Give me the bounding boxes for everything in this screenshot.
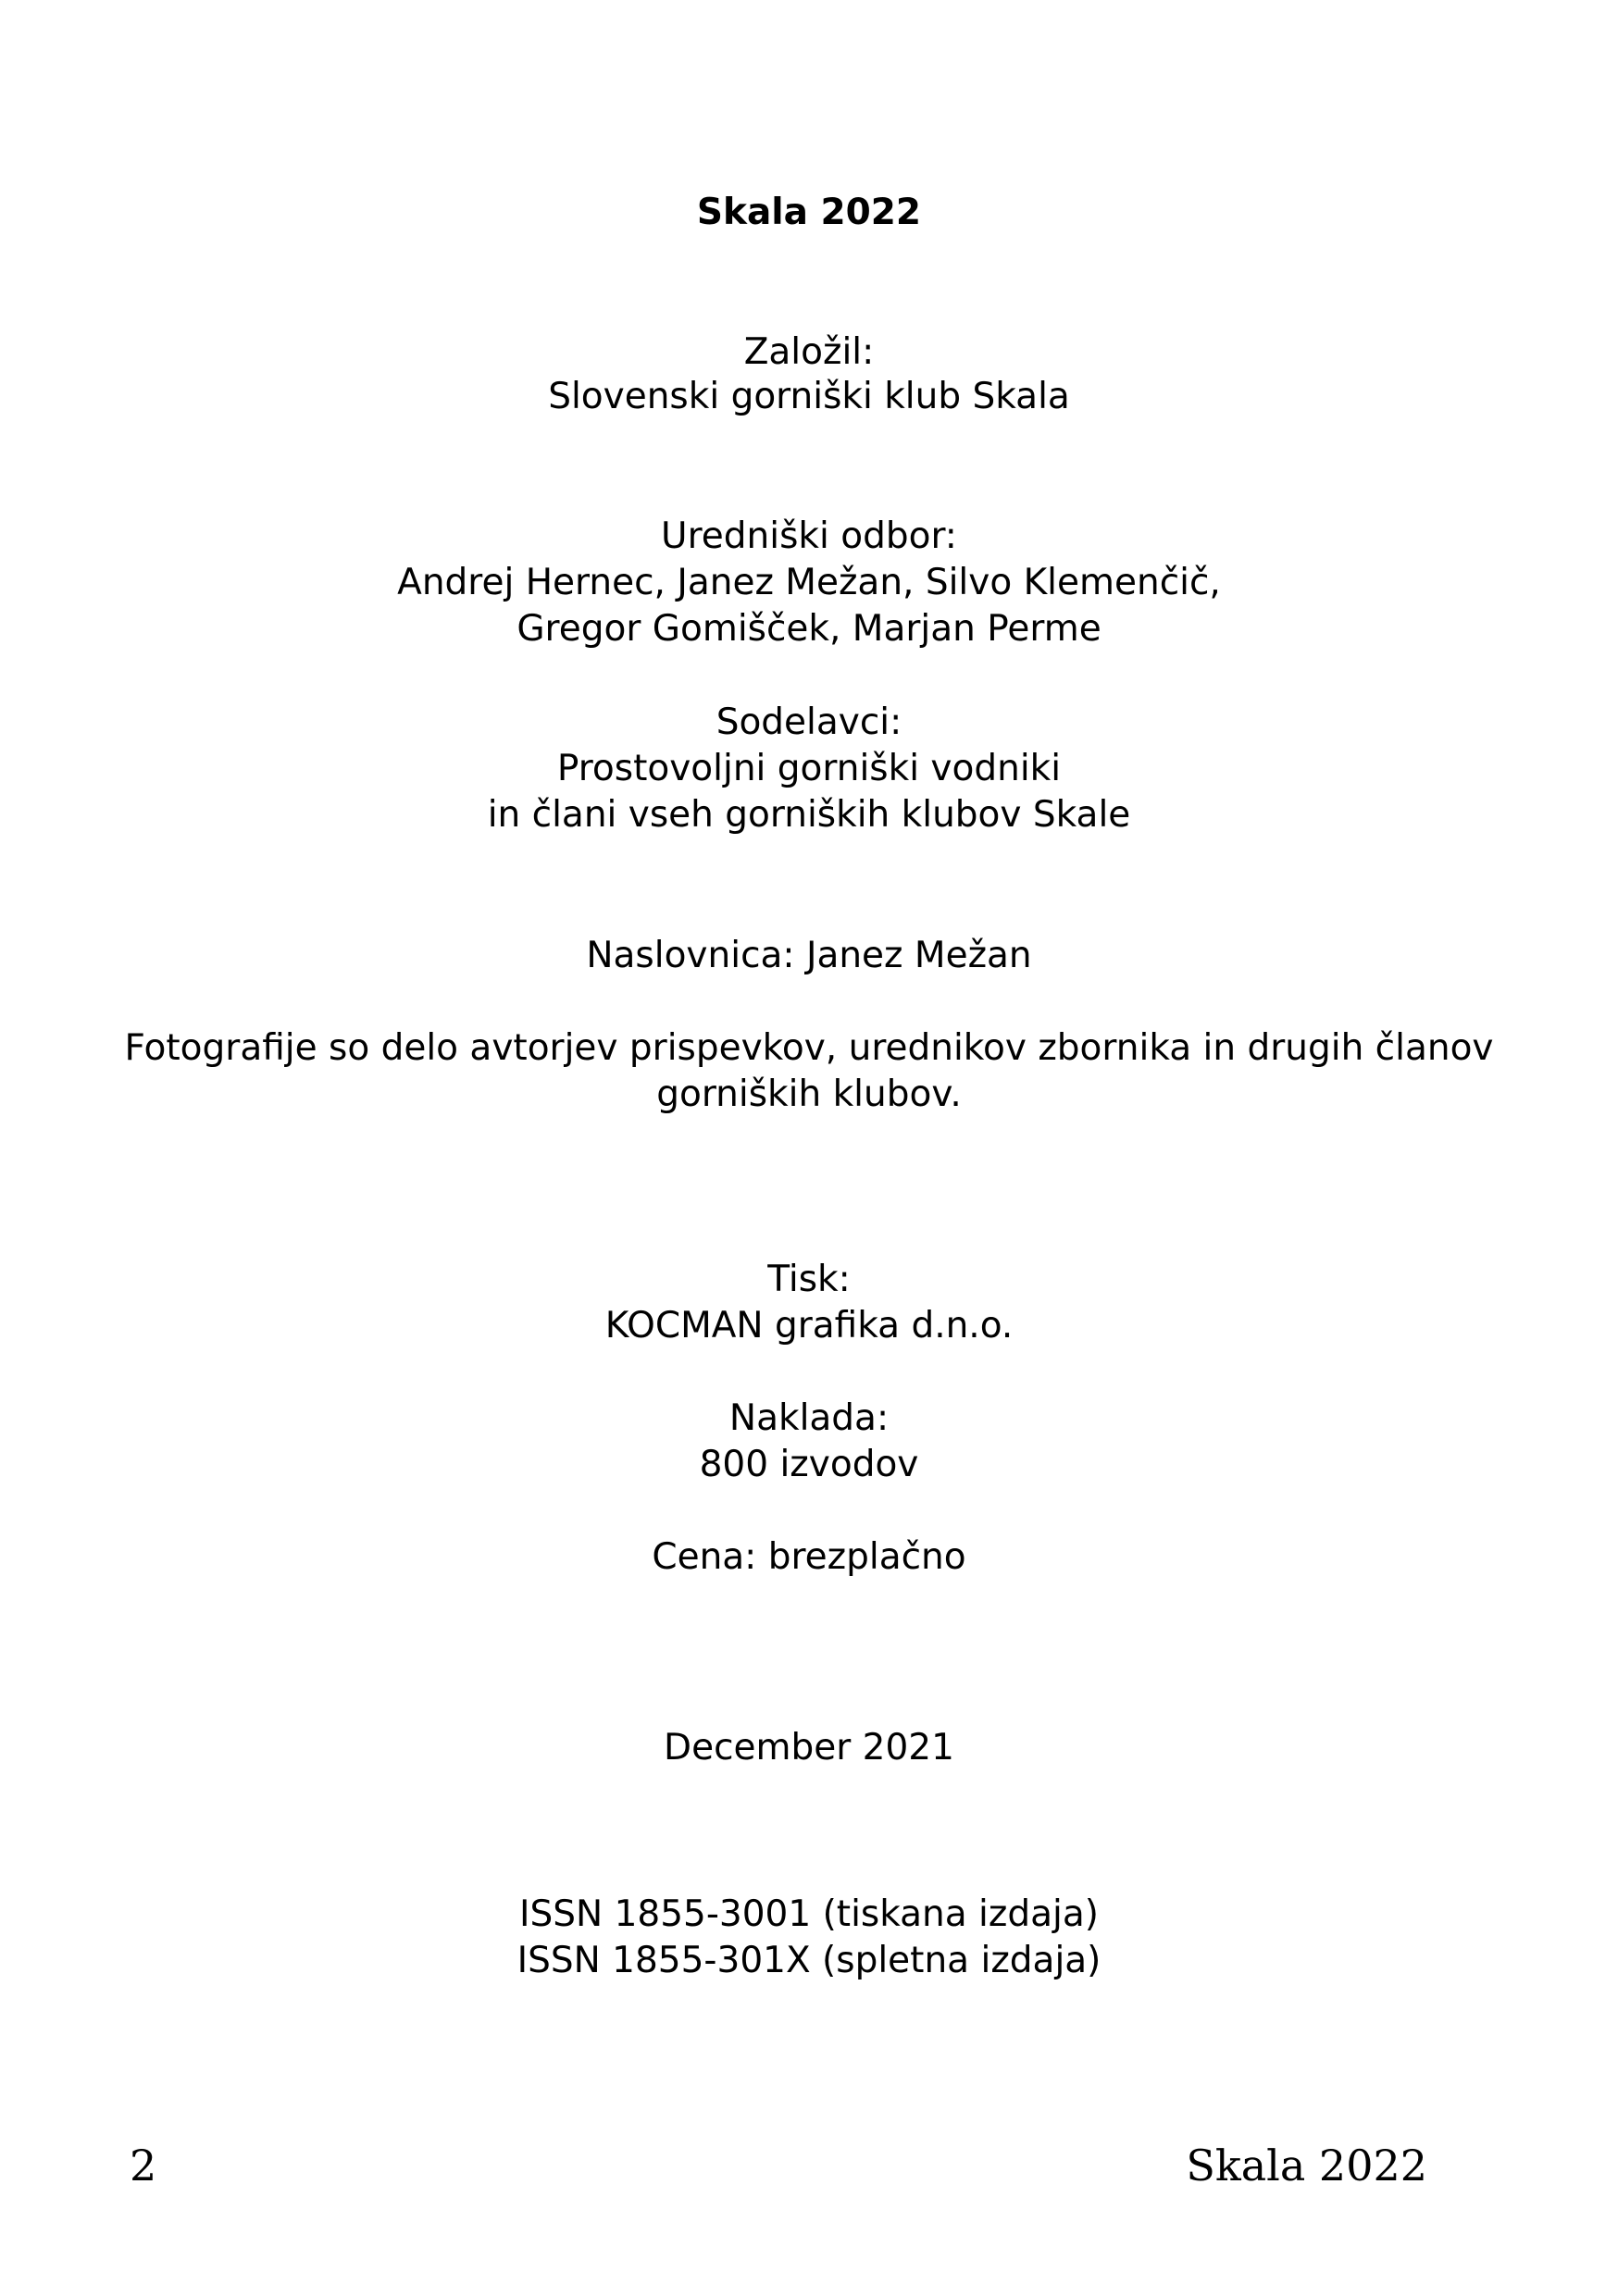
issn-print: ISSN 1855-3001 (tiskana izdaja): [519, 1893, 1099, 1935]
publication-date: December 2021: [664, 1727, 954, 1769]
photos-credit-line-1: Fotografije so delo avtorjev prispevkov, urednikov zbornika in drugih članov: [124, 1027, 1494, 1069]
print-label: Tisk:: [767, 1259, 851, 1300]
issn-online: ISSN 1855-301X (spletna izdaja): [517, 1940, 1101, 1981]
contributors-line-2: in člani vseh gorniških klubov Skale: [487, 794, 1131, 836]
contributors-label: Sodelavci:: [716, 701, 902, 743]
page-number: 2: [130, 2141, 157, 2191]
running-title: Skala 2022: [1186, 2141, 1427, 2191]
price: Cena: brezplačno: [652, 1536, 966, 1578]
editorial-board-label: Uredniški odbor:: [661, 515, 957, 557]
publisher-label: Založil:: [743, 331, 875, 373]
photos-credit-line-2: gorniških klubov.: [656, 1074, 962, 1115]
circulation-value: 800 izvodov: [699, 1444, 919, 1485]
editorial-board-line-1: Andrej Hernec, Janez Mežan, Silvo Klemenčič,: [397, 562, 1221, 603]
editorial-board-line-2: Gregor Gomišček, Marjan Perme: [517, 608, 1101, 650]
print-name: KOCMAN grafika d.n.o.: [604, 1305, 1014, 1347]
page-title: Skala 2022: [696, 192, 922, 233]
publisher-name: Slovenski gorniški klub Skala: [548, 376, 1070, 417]
cover-credit: Naslovnica: Janez Mežan: [586, 935, 1032, 976]
circulation-label: Naklada:: [728, 1397, 890, 1439]
contributors-line-1: Prostovoljni gorniški vodniki: [556, 748, 1062, 789]
